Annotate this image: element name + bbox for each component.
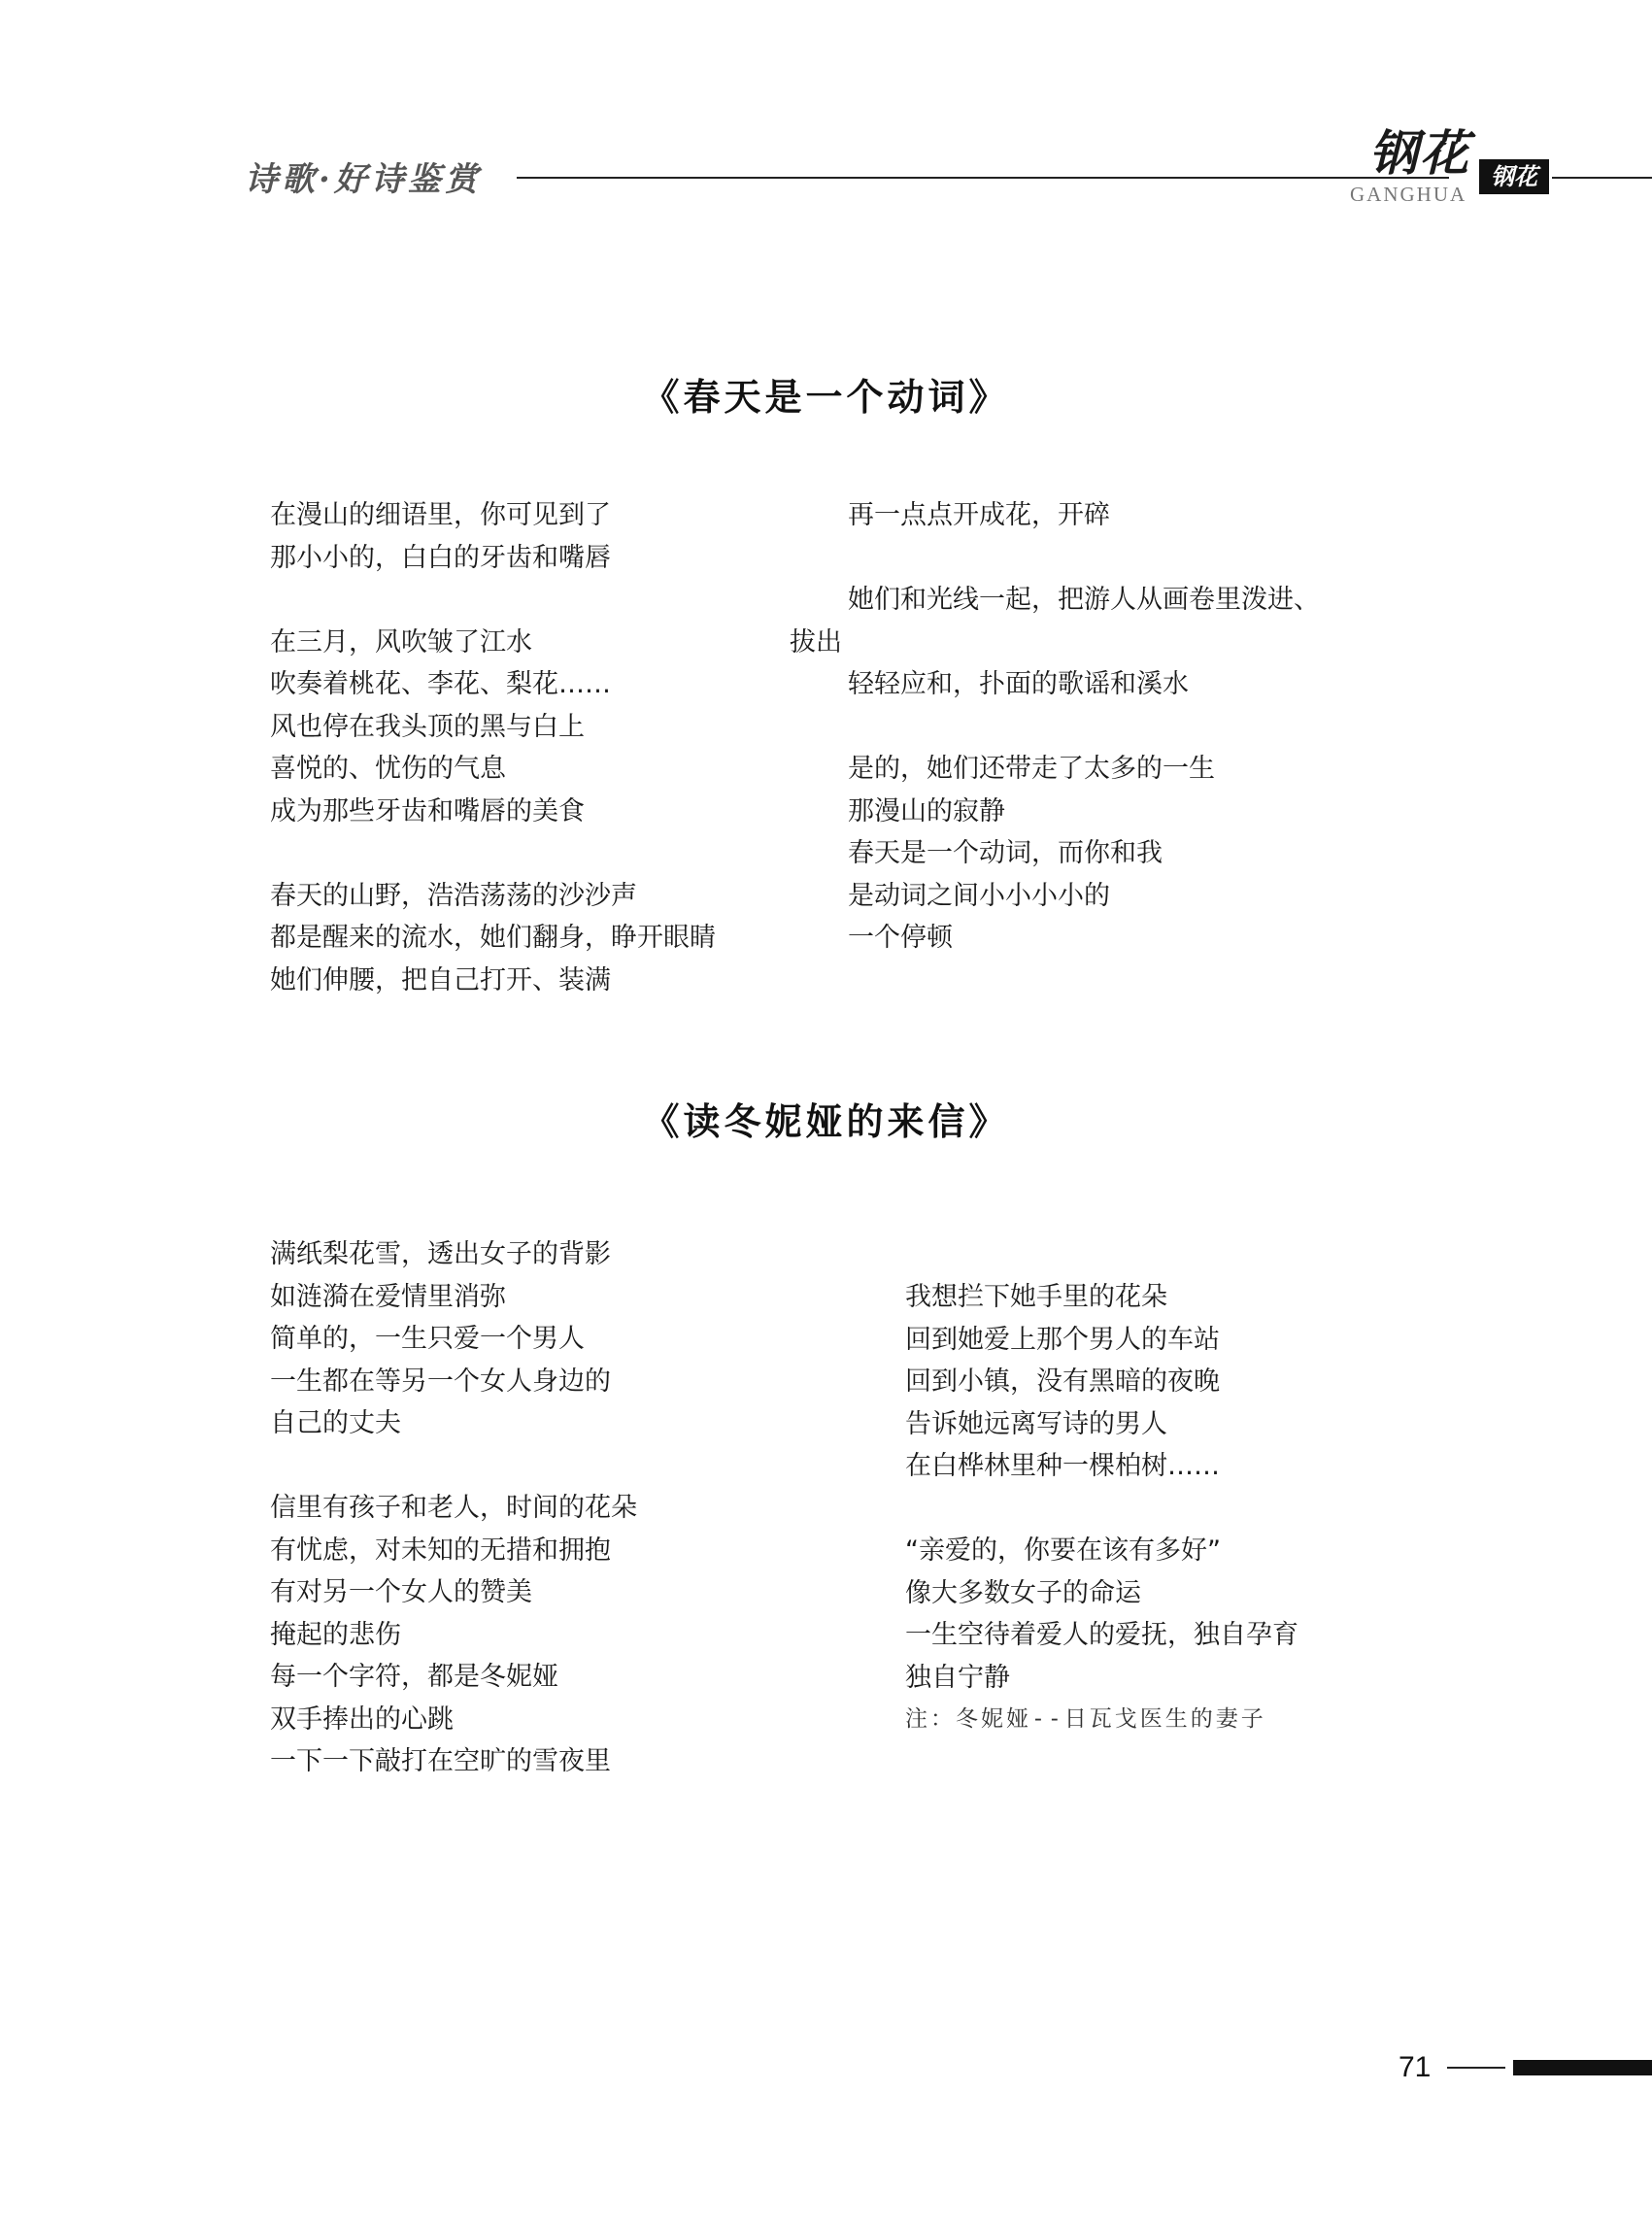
poem-line: 在三月，风吹皱了江水 bbox=[270, 626, 532, 658]
poem-title-1: 《春天是一个动词》 bbox=[642, 375, 1010, 419]
magazine-logo-latin: GANGHUA bbox=[1350, 183, 1467, 206]
poem-line: 一生都在等另一个女人身边的 bbox=[270, 1366, 611, 1397]
header-rule-right bbox=[1552, 177, 1652, 179]
poem-line: 独自宁静 bbox=[905, 1662, 1010, 1693]
poem-line: 简单的，一生只爱一个男人 bbox=[270, 1324, 585, 1354]
poem-line: 春天的山野，浩浩荡荡的沙沙声 bbox=[270, 880, 637, 911]
poem-line: 一生空待着爱人的爱抚，独自孕育 bbox=[905, 1620, 1298, 1650]
poem-line: 都是醒来的流水，她们翻身，睁开眼睛 bbox=[270, 923, 716, 953]
poem-line: 双手捧出的心跳 bbox=[270, 1703, 454, 1735]
poem-line: 那漫山的寂静 bbox=[848, 795, 1005, 826]
poem-line: 每一个字符，都是冬妮娅 bbox=[270, 1662, 558, 1692]
poem-line: 满纸梨花雪，透出女子的背影 bbox=[270, 1239, 611, 1269]
poem-line: 喜悦的、忧伤的气息 bbox=[270, 754, 506, 784]
poem-line: “亲爱的，你要在该有多好” bbox=[905, 1535, 1221, 1566]
header-rule bbox=[517, 177, 1449, 179]
poem-line: 风也停在我头顶的黑与白上 bbox=[270, 711, 585, 742]
poem-line: 信里有孩子和老人，时间的花朵 bbox=[270, 1493, 637, 1523]
poem-line: 她们和光线一起，把游人从画卷里泼进、 bbox=[848, 585, 1320, 615]
poem-line: 我想拦下她手里的花朵 bbox=[905, 1282, 1167, 1312]
footer-rule bbox=[1447, 2067, 1505, 2069]
poem-line: 在白桦林里种一棵柏树…… bbox=[905, 1451, 1220, 1481]
poem-2-left-column bbox=[270, 1233, 637, 1783]
poem-line: 如涟漪在爱情里消弥 bbox=[270, 1281, 506, 1312]
poem-line: 告诉她远离写诗的男人 bbox=[905, 1408, 1167, 1439]
poem-line: 一下一下敲打在空旷的雪夜里 bbox=[270, 1746, 611, 1776]
poem-line: 有忧虑，对未知的无措和拥抱 bbox=[270, 1535, 611, 1566]
poem-line: 一个停顿 bbox=[848, 923, 953, 953]
poem-note: 注：冬妮娅--日瓦戈医生的妻子 bbox=[905, 1706, 1266, 1732]
poem-line: 拔出 bbox=[790, 626, 842, 658]
stanza-break bbox=[848, 537, 1320, 580]
magazine-logo: 钢花 bbox=[1369, 124, 1470, 182]
poem-line: 掩起的悲伤 bbox=[270, 1619, 401, 1650]
poem-1-right-column bbox=[790, 494, 1320, 960]
poem-line: 春天是一个动词，而你和我 bbox=[848, 838, 1163, 868]
poem-line: 是的，她们还带走了太多的一生 bbox=[848, 754, 1215, 784]
poem-line: 再一点点开成花，开碎 bbox=[848, 500, 1110, 530]
stanza-break bbox=[270, 1445, 637, 1488]
section-label: 诗歌·好诗鉴赏 bbox=[245, 160, 482, 199]
magazine-logo-box: 钢花 bbox=[1479, 159, 1549, 194]
poem-line: 回到她爱上那个男人的车站 bbox=[905, 1324, 1220, 1355]
poem-line: 有对另一个女人的赞美 bbox=[270, 1577, 532, 1607]
poem-line: 她们伸腰，把自己打开、装满 bbox=[270, 964, 611, 995]
poem-1-left-column bbox=[270, 494, 716, 1001]
poem-2-right-column bbox=[905, 1276, 1298, 1741]
poem-line: 那小小的，白白的牙齿和嘴唇 bbox=[270, 542, 611, 573]
poem-line: 自己的丈夫 bbox=[270, 1408, 401, 1438]
stanza-break bbox=[270, 832, 716, 875]
poem-line: 像大多数女子的命运 bbox=[905, 1577, 1141, 1608]
stanza-break bbox=[905, 1488, 1298, 1531]
poem-line: 成为那些牙齿和嘴唇的美食 bbox=[270, 795, 585, 826]
stanza-break bbox=[848, 706, 1320, 749]
poem-line: 在漫山的细语里，你可见到了 bbox=[270, 500, 611, 530]
stanza-break bbox=[270, 579, 716, 622]
poem-line: 吹奏着桃花、李花、梨花…… bbox=[270, 669, 611, 699]
poem-line: 回到小镇，没有黑暗的夜晚 bbox=[905, 1366, 1220, 1397]
footer-bar bbox=[1513, 2060, 1652, 2075]
poem-title-2: 《读冬妮娅的来信》 bbox=[642, 1099, 1010, 1143]
poem-line: 是动词之间小小小小的 bbox=[848, 880, 1110, 911]
page-number: 71 bbox=[1399, 2051, 1432, 2083]
poem-line: 轻轻应和，扑面的歌谣和溪水 bbox=[848, 669, 1189, 699]
